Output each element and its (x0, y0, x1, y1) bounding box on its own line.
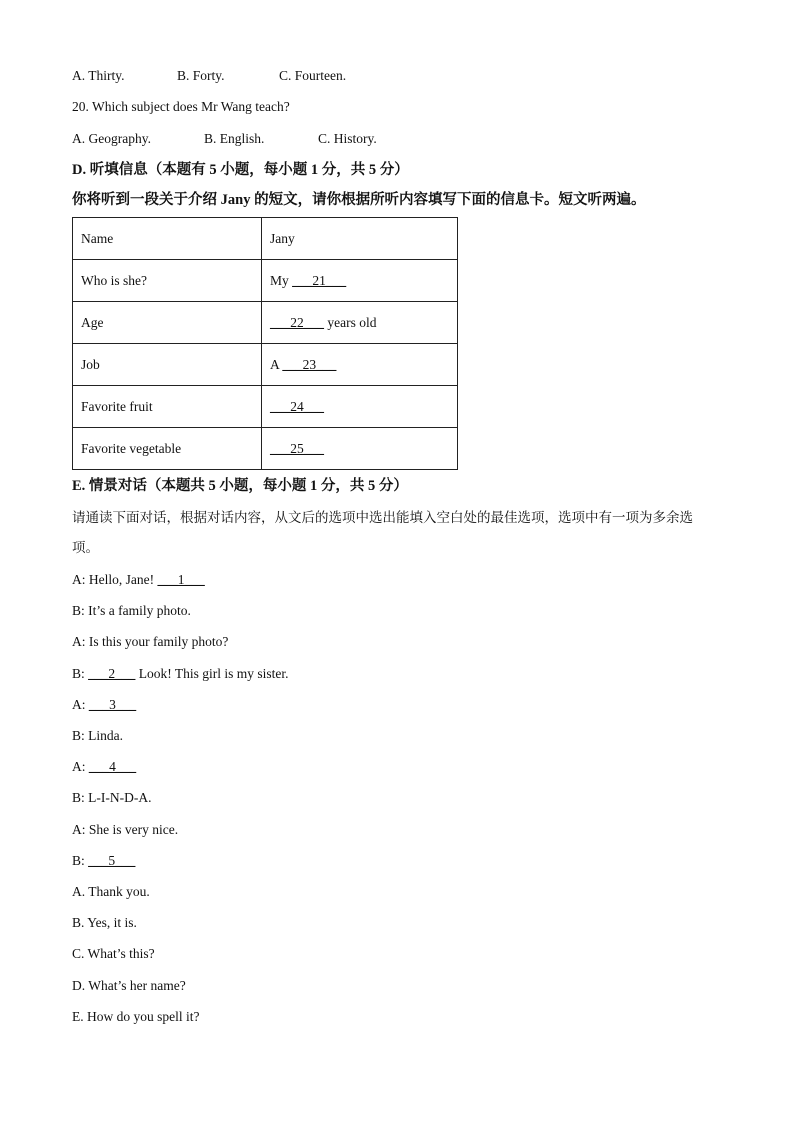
value-suffix: years old (324, 314, 377, 330)
option-c: C. What’s this? (72, 946, 155, 961)
section-d-heading: D. 听填信息（本题有 5 小题，每小题 1 分，共 5 分） (72, 162, 409, 178)
q20-options (72, 130, 377, 148)
table-row (73, 302, 458, 344)
dialogue-text: Linda. (88, 728, 124, 743)
table-label: Who is she? (73, 260, 262, 302)
dialogue-line (72, 821, 178, 839)
speaker: A: (72, 572, 89, 587)
table-value (262, 428, 458, 470)
speaker: A: (72, 697, 89, 712)
dialogue-line (72, 789, 152, 807)
table-value (262, 260, 458, 302)
option-d: D. What’s her name? (72, 978, 186, 993)
table-label: Favorite fruit (73, 386, 262, 428)
speaker: B: (72, 728, 89, 743)
blank-5: ___5___ (88, 853, 136, 868)
q19-option-a: A. Thirty. (72, 68, 125, 83)
q19-option-c: C. Fourteen. (279, 68, 347, 83)
blank-24: ___24___ (270, 398, 324, 414)
speaker: B: (72, 853, 89, 868)
q20-option-c: C. History. (318, 131, 377, 146)
q20-option-a: A. Geography. (72, 131, 151, 146)
section-e-heading: E. 情景对话（本题共 5 小题，每小题 1 分，共 5 分） (72, 478, 408, 494)
table-value (262, 218, 458, 260)
info-card-table (72, 217, 458, 470)
dialogue-line (72, 602, 191, 620)
speaker: A: (72, 822, 89, 837)
speaker: B: (72, 666, 89, 681)
dialogue-text: It’s a family photo. (88, 603, 191, 618)
dialogue-line (72, 633, 228, 651)
table-row (73, 428, 458, 470)
blank-25: ___25___ (270, 440, 324, 456)
table-label: Job (73, 344, 262, 386)
dialogue-line (72, 696, 136, 714)
section-d-instruction: 你将听到一段关于介绍 Jany 的短文，请你根据所听内容填写下面的信息卡。短文听两遍。 (72, 192, 646, 208)
q20-question: 20. Which subject does Mr Wang teach? (72, 99, 290, 114)
blank-1: ___1___ (157, 572, 205, 587)
blank-23: ___23___ (282, 356, 337, 372)
table-value (262, 344, 458, 386)
dialogue-text: Look! This girl is my sister. (135, 666, 289, 681)
dialogue-text: L-I-N-D-A. (88, 790, 152, 805)
dialogue-line (72, 665, 289, 683)
q20-option-b: B. English. (204, 131, 265, 146)
table-row (73, 218, 458, 260)
table-row (73, 344, 458, 386)
q19-option-b: B. Forty. (177, 68, 225, 83)
section-e-instruction-line1: 请通读下面对话，根据对话内容，从文后的选项中选出能填入空白处的最佳选项，选项中有一项为多余选 (72, 510, 693, 525)
speaker: A: (72, 759, 89, 774)
option-a: A. Thank you. (72, 884, 150, 899)
dialogue-text: Is this your family photo? (88, 634, 229, 649)
q19-options (72, 67, 346, 85)
blank-21: ___21___ (292, 272, 347, 288)
blank-3: ___3___ (88, 697, 137, 712)
dialogue-text: Hello, Jane! (88, 572, 158, 587)
blank-4: ___4___ (88, 759, 137, 774)
value-prefix: A (270, 356, 283, 372)
dialogue-line (72, 758, 136, 776)
dialogue-line (72, 727, 123, 745)
table-value (262, 386, 458, 428)
table-label: Favorite vegetable (73, 428, 262, 470)
table-label: Age (73, 302, 262, 344)
table-label: Name (73, 218, 262, 260)
option-b: B. Yes, it is. (72, 915, 137, 930)
table-row (73, 386, 458, 428)
value-prefix: My (270, 272, 293, 288)
value-prefix: Jany (270, 230, 295, 246)
dialogue-line (72, 571, 205, 589)
blank-2: ___2___ (88, 666, 136, 681)
dialogue-text: She is very nice. (88, 822, 179, 837)
table-row (73, 260, 458, 302)
speaker: B: (72, 790, 89, 805)
speaker: A: (72, 634, 89, 649)
section-e-instruction-line2: 项。 (72, 540, 99, 555)
blank-22: ___22___ (270, 314, 324, 330)
table-value (262, 302, 458, 344)
dialogue-line (72, 852, 135, 870)
speaker: B: (72, 603, 89, 618)
option-e: E. How do you spell it? (72, 1009, 200, 1024)
